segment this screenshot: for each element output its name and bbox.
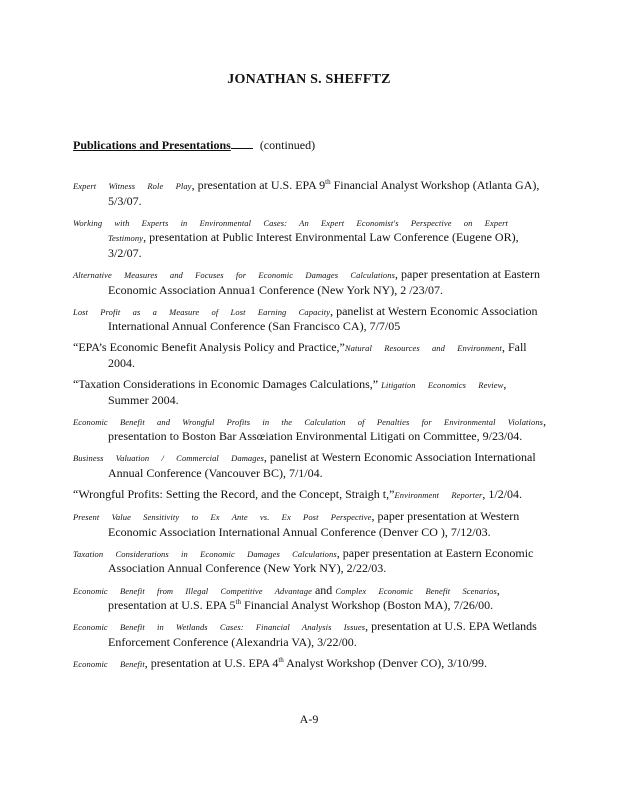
publication-entry — [73, 414, 549, 444]
entry-title: Economic Benefit and Wrongful Profits in the Calculation of Penalties for Environmental Violations — [73, 416, 544, 427]
page-title: JONATHAN S. SHEFFTZ — [227, 72, 391, 87]
entry-article-title: “EPA’s Economic Benefit Analysis Policy and Practice,” — [73, 340, 345, 355]
entry-title-2: Complex Economic Benefit Scenarios — [335, 585, 497, 596]
entry-superscript: th — [235, 598, 242, 607]
entry-superscript: th — [278, 655, 284, 664]
publication-entry — [73, 267, 549, 297]
publication-entry — [73, 656, 549, 672]
entry-title: Alternative Measures and Focuses for Economic Damages Calculations — [73, 269, 396, 280]
entry-title: Working with Experts in Environmental Cases: An Expert Economist's Perspective on Expert Testimony — [73, 217, 508, 244]
entry-details: , 1/2/04. — [482, 487, 523, 502]
page-number: A-9 — [299, 712, 319, 726]
entry-details-cont: Analyst Workshop (Denver CO), 3/10/99. — [283, 655, 487, 670]
publication-entry — [73, 546, 549, 576]
entry-title: Business Valuation / Commercial Damages — [73, 453, 264, 464]
entry-details: , presentation at U.S. EPA 9 — [191, 178, 326, 192]
entry-article-title: “Taxation Considerations in Economic Damages Calculations,” — [73, 377, 379, 392]
entry-details: , presentation at U.S. EPA 4 — [144, 655, 279, 670]
publication-entry — [73, 304, 549, 334]
entry-details: , paper presentation at Eastern Economic Association Annua1 Conference (New York NY), 2 /23/07. — [108, 266, 540, 297]
entry-details: , panelist at Western Economic Association International Annual Conference (San Francisco CA), 7/7/05 — [108, 303, 538, 334]
entry-details: , presentation at U.S. EPA 5 — [108, 582, 500, 613]
entry-title: Taxation Considerations in Economic Damages Calculations — [73, 548, 337, 559]
publication-entry — [73, 178, 549, 208]
entry-details: , paper presentation at Western Economic Association International Annual Conference (Denver CO ), 7/12/03. — [108, 509, 520, 539]
entry-title: Present Value Sensitivity to Ex Ante vs. Ex Post Perspective — [73, 512, 372, 523]
entry-conjunction: and — [311, 582, 336, 597]
entry-details: , Fall 2004. — [108, 340, 527, 370]
entry-details: , panelist at Western Economic Association International Annual Conference (Vancouver BC), 7/1/04. — [108, 450, 536, 480]
publication-list — [73, 178, 549, 678]
entry-title: Economic Benefit in Wetlands Cases: Financial Analysis Issues — [73, 622, 366, 633]
publication-entry — [73, 509, 549, 539]
entry-details: , presentation at Public Interest Environmental Law Conference (Eugene OR), 3/2/07. — [108, 230, 519, 260]
entry-journal: Environment Reporter — [394, 490, 483, 501]
entry-details: , Summer 2004. — [108, 377, 507, 407]
entry-title: Expert Witness Role Play — [73, 181, 192, 191]
entry-journal: Natural Resources and Environment — [344, 343, 502, 354]
publication-entry — [73, 340, 549, 370]
underline-gap — [231, 138, 253, 149]
entry-title: Economic Benefit from Illegal Competitive Advantage — [73, 585, 312, 596]
section-heading — [73, 138, 315, 153]
entry-details: , paper presentation at Eastern Economic Association Annual Conference (New York NY), 2/22/03. — [108, 545, 534, 576]
entry-details-cont: Financial Analyst Workshop (Boston MA), 7/26/00. — [241, 598, 494, 613]
entry-title: Lost Profit as a Measure of Lost Earning Capacity — [73, 306, 331, 317]
publication-entry — [73, 583, 549, 613]
entry-title: Economic Benefit — [73, 658, 145, 669]
entry-article-title: “Wrongful Profits: Setting the Record, and the Concept, Straigh t,” — [73, 487, 395, 502]
publication-entry — [73, 215, 549, 261]
section-title: Publications and Presentations — [73, 138, 231, 152]
entry-details: , presentation at U.S. EPA Wetlands Enforcement Conference (Alexandria VA), 3/22/00. — [108, 619, 537, 649]
entry-details-cont: Financial Analyst Workshop (Atlanta GA), 5/3/07. — [108, 178, 540, 208]
publication-entry — [73, 487, 549, 503]
publication-entry — [73, 450, 549, 480]
publication-entry — [73, 619, 549, 649]
entry-journal: Litigation Economics Review — [381, 380, 504, 391]
entry-superscript: th — [325, 178, 331, 186]
entry-details: , presentation to Boston Bar Assœiation Environmental Litigati on Committee, 9/23/04. — [108, 413, 547, 444]
publication-entry — [73, 377, 549, 407]
section-note: (continued) — [259, 138, 316, 152]
